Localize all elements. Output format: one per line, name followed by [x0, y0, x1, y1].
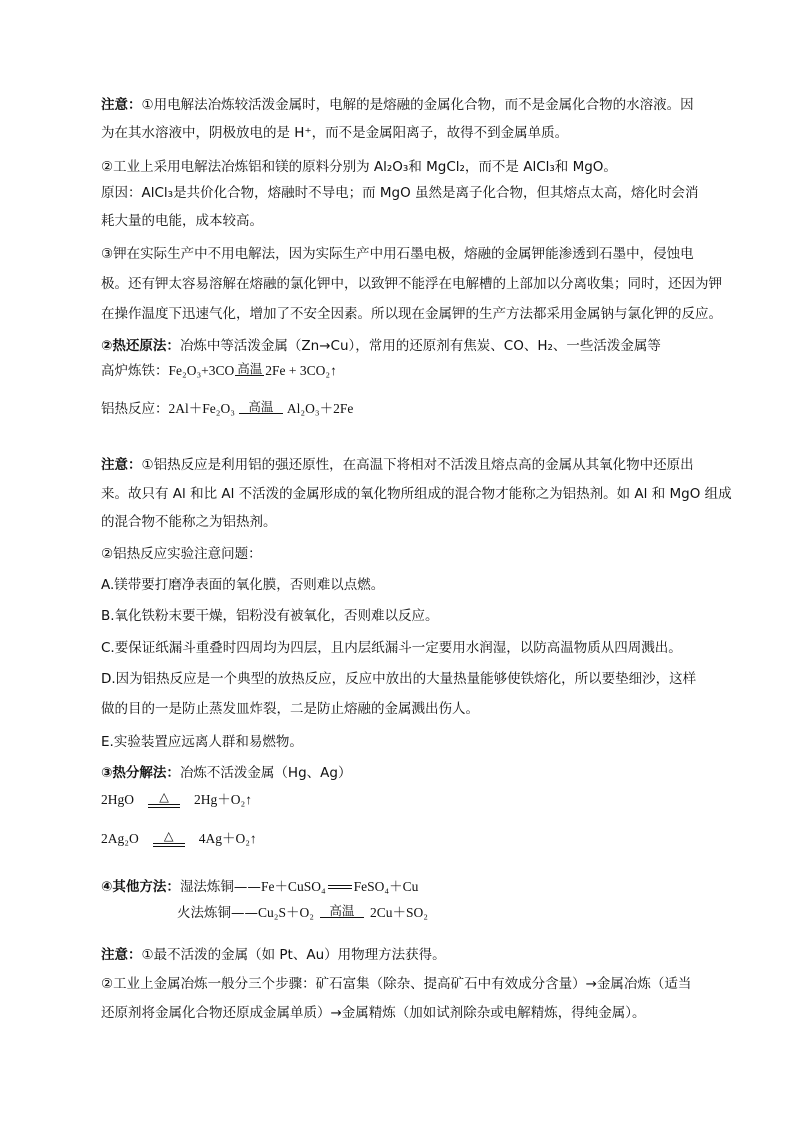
note1-p3-l2: 耗大量的电能，成本较高。 — [101, 213, 263, 229]
note2-item-d-l1: D.因为铝热反应是一个典型的放热反应，反应中放出的大量热量能够使铁熔化，所以要垫细沙，这样 — [101, 671, 697, 687]
note2-item-a: A.镁带要打磨净表面的氧化膜，否则难以点燃。 — [101, 577, 385, 593]
blast-furnace-label: 高炉炼铁： — [101, 363, 169, 379]
ag2o-right: 4Ag＋O₂↑ — [198, 831, 257, 846]
note2-label: 注意： — [101, 457, 142, 473]
blast-left: Fe₂O₃+3CO — [168, 363, 235, 378]
note2-p1-l1: ①铝热反应是利用铝的强还原性，在高温下将相对不活泼且熔点高的金属从其氧化物中还原出 — [141, 457, 694, 473]
note2-p1-l3: 的混合物不能称之为铝热剂。 — [101, 514, 277, 530]
note1-p1-l2: 为在其水溶液中，阴极放电的是 H⁺，而不是金属阳离子，故得不到金属单质。 — [101, 125, 569, 141]
thermite-label: 铝热反应： — [101, 401, 169, 417]
note1-p3-l1: 原因：AlCl₃是共价化合物，熔融时不导电；而 MgO 虽然是离子化合物，但其熔点太高，熔化时会消 — [101, 185, 699, 201]
hgo-right: 2Hg＋O₂↑ — [194, 792, 252, 807]
ag2o-condition — [153, 829, 185, 847]
note1-p4-l1: ③钾在实际生产中不用电解法，因为实际生产中用石墨电极，熔融的金属钾能渗透到石墨中，侵蚀电 — [101, 246, 694, 262]
ag2o-heat-symbol: △ — [163, 828, 174, 843]
thermite-condition — [239, 400, 283, 417]
thermite-equation — [101, 400, 353, 417]
note2-item-b: B.氧化铁粉末要干燥，铝粉没有被氧化，否则难以反应。 — [101, 608, 439, 624]
fire-cond-text: 高温 — [329, 903, 355, 918]
note1-line1 — [101, 96, 694, 114]
fire-condition — [320, 904, 364, 921]
hgo-condition — [148, 790, 180, 808]
fire-copper-label: 火法炼铜—— — [177, 905, 258, 921]
wet-copper-label: 湿法炼铜—— — [179, 879, 261, 895]
hgo-equation — [101, 790, 252, 808]
thermal-decomp-heading: ③热分解法： — [101, 765, 180, 781]
other-heading: ④其他方法： — [101, 879, 180, 895]
ag2o-equals-line — [153, 843, 185, 847]
blast-condition — [235, 362, 264, 379]
note1-p2: ②工业上采用电解法冶炼铝和镁的原料分别为 Al₂O₃和 MgCl₂，而不是 AlCl₃和 MgO。 — [101, 159, 617, 175]
blast-furnace-equation — [101, 362, 337, 379]
thermal-decomp-text: 冶炼不活泼金属（Hg、Ag） — [179, 765, 352, 781]
note3-p2-l2: 还原剂将金属化合物还原成金属单质）→金属精炼（加如试剂除杂或电解精炼，得纯金属）。 — [101, 1005, 646, 1021]
note1-p1-l1: ①用电解法冶炼较活泼金属时，电解的是熔融的金属化合物，而不是金属化合物的水溶液。因 — [141, 97, 694, 113]
note1-label: 注意： — [101, 97, 142, 113]
fire-right: 2Cu＋SO₂ — [369, 905, 428, 920]
ag2o-left: 2Ag₂O — [101, 831, 139, 846]
wet-right: FeSO₄＋Cu — [353, 879, 419, 894]
thermite-right: Al₂O₃＋2Fe — [286, 401, 354, 416]
note2-line1 — [101, 456, 694, 474]
thermal-reduction-heading: ②热还原法： — [101, 338, 180, 354]
blast-cond-text: 高温 — [237, 361, 263, 376]
thermal-reduction-text: 冶炼中等活泼金属（Zn→Cu），常用的还原剂有焦炭、CO、H₂、一些活泼金属等 — [179, 338, 661, 354]
wet-equals-sign — [328, 885, 352, 889]
note3-line1 — [101, 946, 446, 964]
note1-p4-l2: 极。还有钾太容易溶解在熔融的氯化钾中，以致钾不能浮在电解槽的上部加以分离收集；同时，还因为钾 — [101, 276, 722, 292]
note2-p2: ②铝热反应实验注意问题： — [101, 546, 262, 562]
hgo-left: 2HgO — [101, 792, 134, 807]
ag2o-equation — [101, 829, 257, 847]
hgo-heat-symbol: △ — [159, 789, 169, 804]
thermite-left: 2Al＋Fe₂O₃ — [168, 401, 235, 416]
fire-left: Cu₂S＋O₂ — [258, 905, 314, 920]
note2-p1-l2: 来。故只有 Al 和比 Al 不活泼的金属形成的氧化物所组成的混合物才能称之为铝热剂。如 Al 和 MgO 组成 — [101, 486, 732, 502]
wet-copper-line — [101, 878, 418, 896]
fire-copper-line — [177, 904, 428, 921]
note1-p4-l3: 在操作温度下迅速气化，增加了不安全因素。所以现在金属钾的生产方法都采用金属钠与氯化钾的反应。 — [101, 306, 722, 322]
note3-p2-l1: ②工业上金属冶炼一般分三个步骤：矿石富集（除杂、提高矿石中有效成分含量）→金属冶炼（适当 — [101, 976, 692, 992]
note3-p1: ①最不活泼的金属（如 Pt、Au）用物理方法获得。 — [141, 947, 446, 963]
thermal-reduction-line — [101, 337, 661, 355]
note2-item-e: E.实验装置应远离人群和易燃物。 — [101, 734, 303, 750]
blast-right: 2Fe + 3CO₂↑ — [265, 363, 337, 378]
note2-item-c: C.要保证纸漏斗重叠时四周均为四层，且内层纸漏斗一定要用水润湿，以防高温物质从四周溅出。 — [101, 640, 682, 656]
hgo-equals-line — [148, 804, 180, 808]
note3-label: 注意： — [101, 947, 142, 963]
wet-left: Fe＋CuSO₄ — [260, 879, 326, 894]
thermal-decomp-line — [101, 764, 351, 782]
note2-item-d-l2: 做的目的一是防止蒸发皿炸裂，二是防止熔融的金属溅出伤人。 — [101, 701, 479, 717]
thermite-cond-text: 高温 — [248, 399, 274, 414]
